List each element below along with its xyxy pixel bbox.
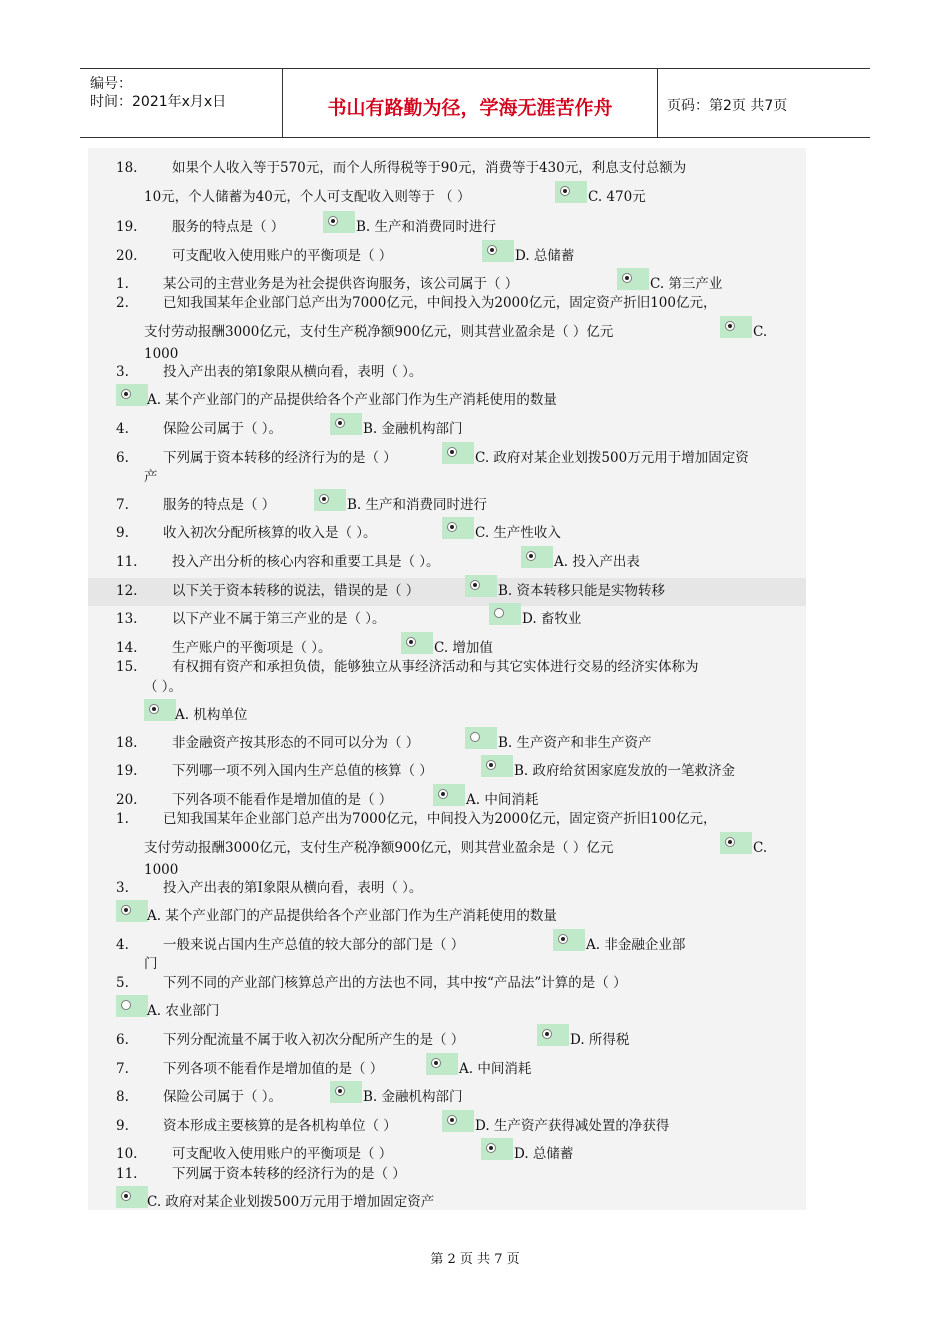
question-text: 下列分配流量不属于收入初次分配所产生的是（ ）: [163, 1032, 465, 1048]
answer-radio[interactable]: [401, 632, 433, 654]
question-text-continued: 10元，个人储蓄为40元，个人可支配收入则等于 （ ）: [144, 189, 471, 205]
radio-checked-icon: [431, 1058, 441, 1068]
radio-checked-icon: [328, 216, 338, 226]
question-number: 9.: [116, 525, 129, 541]
question-number: 11.: [116, 1166, 138, 1182]
question-number: 19.: [116, 219, 138, 235]
question-text-continued: 支付劳动报酬3000亿元，支付生产税净额900亿元，则其营业盈余是（ ）亿元: [144, 324, 614, 340]
answer-text: D. 畜牧业: [522, 611, 582, 627]
answer-radio[interactable]: [433, 784, 465, 806]
answer-text: A. 非金融企业部: [586, 937, 686, 953]
question-number: 20.: [116, 248, 138, 264]
answer-text-continued: 1000: [144, 862, 179, 878]
page-header: [80, 68, 870, 138]
header-center-cell: [282, 69, 658, 137]
answer-text: A. 农业部门: [147, 1003, 220, 1019]
answer-text: B. 生产和消费同时进行: [356, 219, 497, 235]
question-number: 19.: [116, 763, 138, 779]
radio-checked-icon: [447, 1115, 457, 1125]
question-text: 下列属于资本转移的经济行为的是（ ）: [163, 450, 397, 466]
question-number: 1.: [116, 276, 129, 292]
answer-text: B. 生产和消费同时进行: [347, 497, 488, 513]
question-number: 4.: [116, 937, 129, 953]
answer-radio[interactable]: [482, 240, 514, 262]
radio-unchecked-icon: [470, 732, 480, 742]
question-number: 6.: [116, 1032, 129, 1048]
question-text: 可支配收入使用账户的平衡项是（ ）: [172, 1146, 393, 1162]
question-number: 1.: [116, 811, 129, 827]
answer-text: C. 政府对某企业划拨500万元用于增加固定资产: [147, 1194, 435, 1210]
answer-radio[interactable]: [465, 727, 497, 749]
question-text: 下列哪一项不列入国内生产总值的核算（ ）: [172, 763, 433, 779]
radio-checked-icon: [335, 1086, 345, 1096]
answer-radio[interactable]: [116, 1186, 148, 1208]
question-text: 下列不同的产业部门核算总产出的方法也不同，其中按“产品法”计算的是（ ）: [163, 975, 627, 991]
question-number: 18.: [116, 735, 138, 751]
answer-radio[interactable]: [426, 1053, 458, 1075]
radio-checked-icon: [447, 447, 457, 457]
question-number: 3.: [116, 364, 129, 380]
radio-checked-icon: [319, 494, 329, 504]
answer-radio[interactable]: [330, 413, 362, 435]
radio-checked-icon: [335, 418, 345, 428]
answer-text: C. 增加值: [434, 640, 493, 656]
answer-text: B. 资本转移只能是实物转移: [498, 583, 666, 599]
radio-checked-icon: [470, 580, 480, 590]
question-text: 已知我国某年企业部门总产出为7000亿元，中间投入为2000亿元，固定资产折旧100亿元，: [163, 811, 717, 827]
radio-checked-icon: [121, 389, 131, 399]
radio-checked-icon: [406, 637, 416, 647]
answer-text: A. 中间消耗: [459, 1061, 532, 1077]
answer-radio[interactable]: [617, 268, 649, 290]
answer-radio[interactable]: [442, 442, 474, 464]
answer-text-continued: 产: [144, 469, 158, 485]
question-text: 服务的特点是（ ）: [163, 497, 276, 513]
question-text: 已知我国某年企业部门总产出为7000亿元，中间投入为2000亿元，固定资产折旧100亿元，: [163, 295, 717, 311]
question-text: 一般来说占国内生产总值的较大部分的部门是（ ）: [163, 937, 465, 953]
radio-checked-icon: [447, 522, 457, 532]
question-text: 非金融资产按其形态的不同可以分为（ ）: [172, 735, 420, 751]
answer-radio[interactable]: [555, 181, 587, 203]
question-text: 服务的特点是（ ）: [172, 219, 285, 235]
question-text: 投入产出表的第Ⅰ象限从横向看，表明（ ）。: [163, 880, 423, 896]
answer-radio[interactable]: [314, 489, 346, 511]
question-text: 投入产出分析的核心内容和重要工具是（ ）。: [172, 554, 440, 570]
question-number: 6.: [116, 450, 129, 466]
answer-radio[interactable]: [465, 575, 497, 597]
answer-text: C. 470元: [588, 189, 646, 205]
question-number: 14.: [116, 640, 138, 656]
answer-text: D. 总储蓄: [515, 248, 575, 264]
answer-radio[interactable]: [144, 699, 176, 721]
header-right-cell: [657, 69, 870, 137]
question-number: 18.: [116, 160, 138, 176]
header-left-cell: [80, 69, 282, 137]
question-number: 7.: [116, 497, 129, 513]
answer-text: C.: [753, 840, 768, 856]
page-label: 页码：第2页 共7页: [667, 98, 788, 114]
radio-checked-icon: [560, 186, 570, 196]
answer-radio[interactable]: [537, 1024, 569, 1046]
answer-radio[interactable]: [521, 546, 553, 568]
answer-text: C. 政府对某企业划拨500万元用于增加固定资: [475, 450, 749, 466]
question-text: 如果个人收入等于570元，而个人所得税等于90元，消费等于430元，利息支付总额为: [172, 160, 687, 176]
question-number: 20.: [116, 792, 138, 808]
answer-radio[interactable]: [116, 995, 148, 1017]
question-text: 收入初次分配所核算的收入是（ ）。: [163, 525, 377, 541]
answer-text: B. 金融机构部门: [363, 1089, 463, 1105]
answer-text: D. 总储蓄: [514, 1146, 574, 1162]
answer-text: C.: [753, 324, 768, 340]
time-label: 时间：2021年x月x日: [90, 94, 227, 110]
answer-text-continued: 门: [144, 956, 158, 972]
answer-text: A. 某个产业部门的产品提供给各个产业部门作为生产消耗使用的数量: [147, 392, 557, 408]
question-text: 以下关于资本转移的说法，错误的是（ ）: [172, 583, 420, 599]
answer-radio[interactable]: [720, 316, 752, 338]
page-footer: 第 2 页 共 7 页: [430, 1252, 520, 1267]
answer-radio[interactable]: [330, 1081, 362, 1103]
radio-checked-icon: [486, 760, 496, 770]
question-number: 11.: [116, 554, 138, 570]
answer-text: A. 某个产业部门的产品提供给各个产业部门作为生产消耗使用的数量: [147, 908, 557, 924]
question-number: 3.: [116, 880, 129, 896]
radio-checked-icon: [725, 837, 735, 847]
answer-radio[interactable]: [323, 211, 355, 233]
radio-checked-icon: [121, 1191, 131, 1201]
answer-radio[interactable]: [481, 755, 513, 777]
question-text-continued: 支付劳动报酬3000亿元，支付生产税净额900亿元，则其营业盈余是（ ）亿元: [144, 840, 614, 856]
question-number: 15.: [116, 659, 138, 675]
answer-radio[interactable]: [720, 832, 752, 854]
question-number: 5.: [116, 975, 129, 991]
question-text: 保险公司属于（ ）。: [163, 1089, 283, 1105]
question-text: 下列属于资本转移的经济行为的是（ ）: [172, 1166, 406, 1182]
answer-text: B. 生产资产和非生产资产: [498, 735, 652, 751]
question-text: 保险公司属于（ ）。: [163, 421, 283, 437]
answer-radio[interactable]: [489, 603, 521, 625]
answer-text: A. 机构单位: [175, 707, 248, 723]
answer-text: D. 所得税: [570, 1032, 630, 1048]
radio-checked-icon: [486, 1143, 496, 1153]
answer-radio[interactable]: [442, 517, 474, 539]
answer-text-continued: 1000: [144, 346, 179, 362]
answer-text: A. 中间消耗: [466, 792, 539, 808]
answer-text: C. 生产性收入: [475, 525, 561, 541]
radio-checked-icon: [558, 934, 568, 944]
question-text: 有权拥有资产和承担负债，能够独立从事经济活动和与其它实体进行交易的经济实体称为: [172, 659, 699, 675]
answer-text: A. 投入产出表: [554, 554, 640, 570]
answer-text: D. 生产资产获得减处置的净获得: [475, 1118, 670, 1134]
radio-checked-icon: [526, 551, 536, 561]
question-number: 13.: [116, 611, 138, 627]
question-number: 8.: [116, 1089, 129, 1105]
radio-checked-icon: [622, 273, 632, 283]
answer-radio[interactable]: [553, 929, 585, 951]
answer-radio[interactable]: [116, 900, 148, 922]
question-text: 下列各项不能看作是增加值的是（ ）: [172, 792, 393, 808]
radio-checked-icon: [725, 321, 735, 331]
radio-checked-icon: [121, 905, 131, 915]
code-label: 编号：: [90, 76, 132, 92]
question-text-continued: （ ）。: [144, 679, 183, 695]
radio-unchecked-icon: [121, 1000, 131, 1010]
answer-text: B. 政府给贫困家庭发放的一笔救济金: [514, 763, 736, 779]
motto: 书山有路勤为径，学海无涯苦作舟: [327, 97, 613, 119]
question-text: 生产账户的平衡项是（ ）。: [172, 640, 332, 656]
answer-radio[interactable]: [442, 1110, 474, 1132]
radio-checked-icon: [487, 245, 497, 255]
question-text: 投入产出表的第Ⅰ象限从横向看，表明（ ）。: [163, 364, 423, 380]
answer-text: B. 金融机构部门: [363, 421, 463, 437]
radio-unchecked-icon: [494, 608, 504, 618]
question-number: 2.: [116, 295, 129, 311]
answer-radio[interactable]: [481, 1138, 513, 1160]
radio-checked-icon: [542, 1029, 552, 1039]
answer-radio[interactable]: [116, 384, 148, 406]
radio-checked-icon: [149, 704, 159, 714]
question-text: 下列各项不能看作是增加值的是（ ）: [163, 1061, 384, 1077]
question-text: 某公司的主营业务是为社会提供咨询服务，该公司属于（ ）: [163, 276, 519, 292]
question-text: 以下产业不属于第三产业的是（ ）。: [172, 611, 386, 627]
question-number: 4.: [116, 421, 129, 437]
question-text: 资本形成主要核算的是各机构单位（ ）: [163, 1118, 397, 1134]
question-text: 可支配收入使用账户的平衡项是（ ）: [172, 248, 393, 264]
question-number: 10.: [116, 1146, 138, 1162]
question-number: 12.: [116, 583, 138, 599]
question-number: 9.: [116, 1118, 129, 1134]
radio-checked-icon: [438, 789, 448, 799]
answer-text: C. 第三产业: [650, 276, 723, 292]
question-number: 7.: [116, 1061, 129, 1077]
